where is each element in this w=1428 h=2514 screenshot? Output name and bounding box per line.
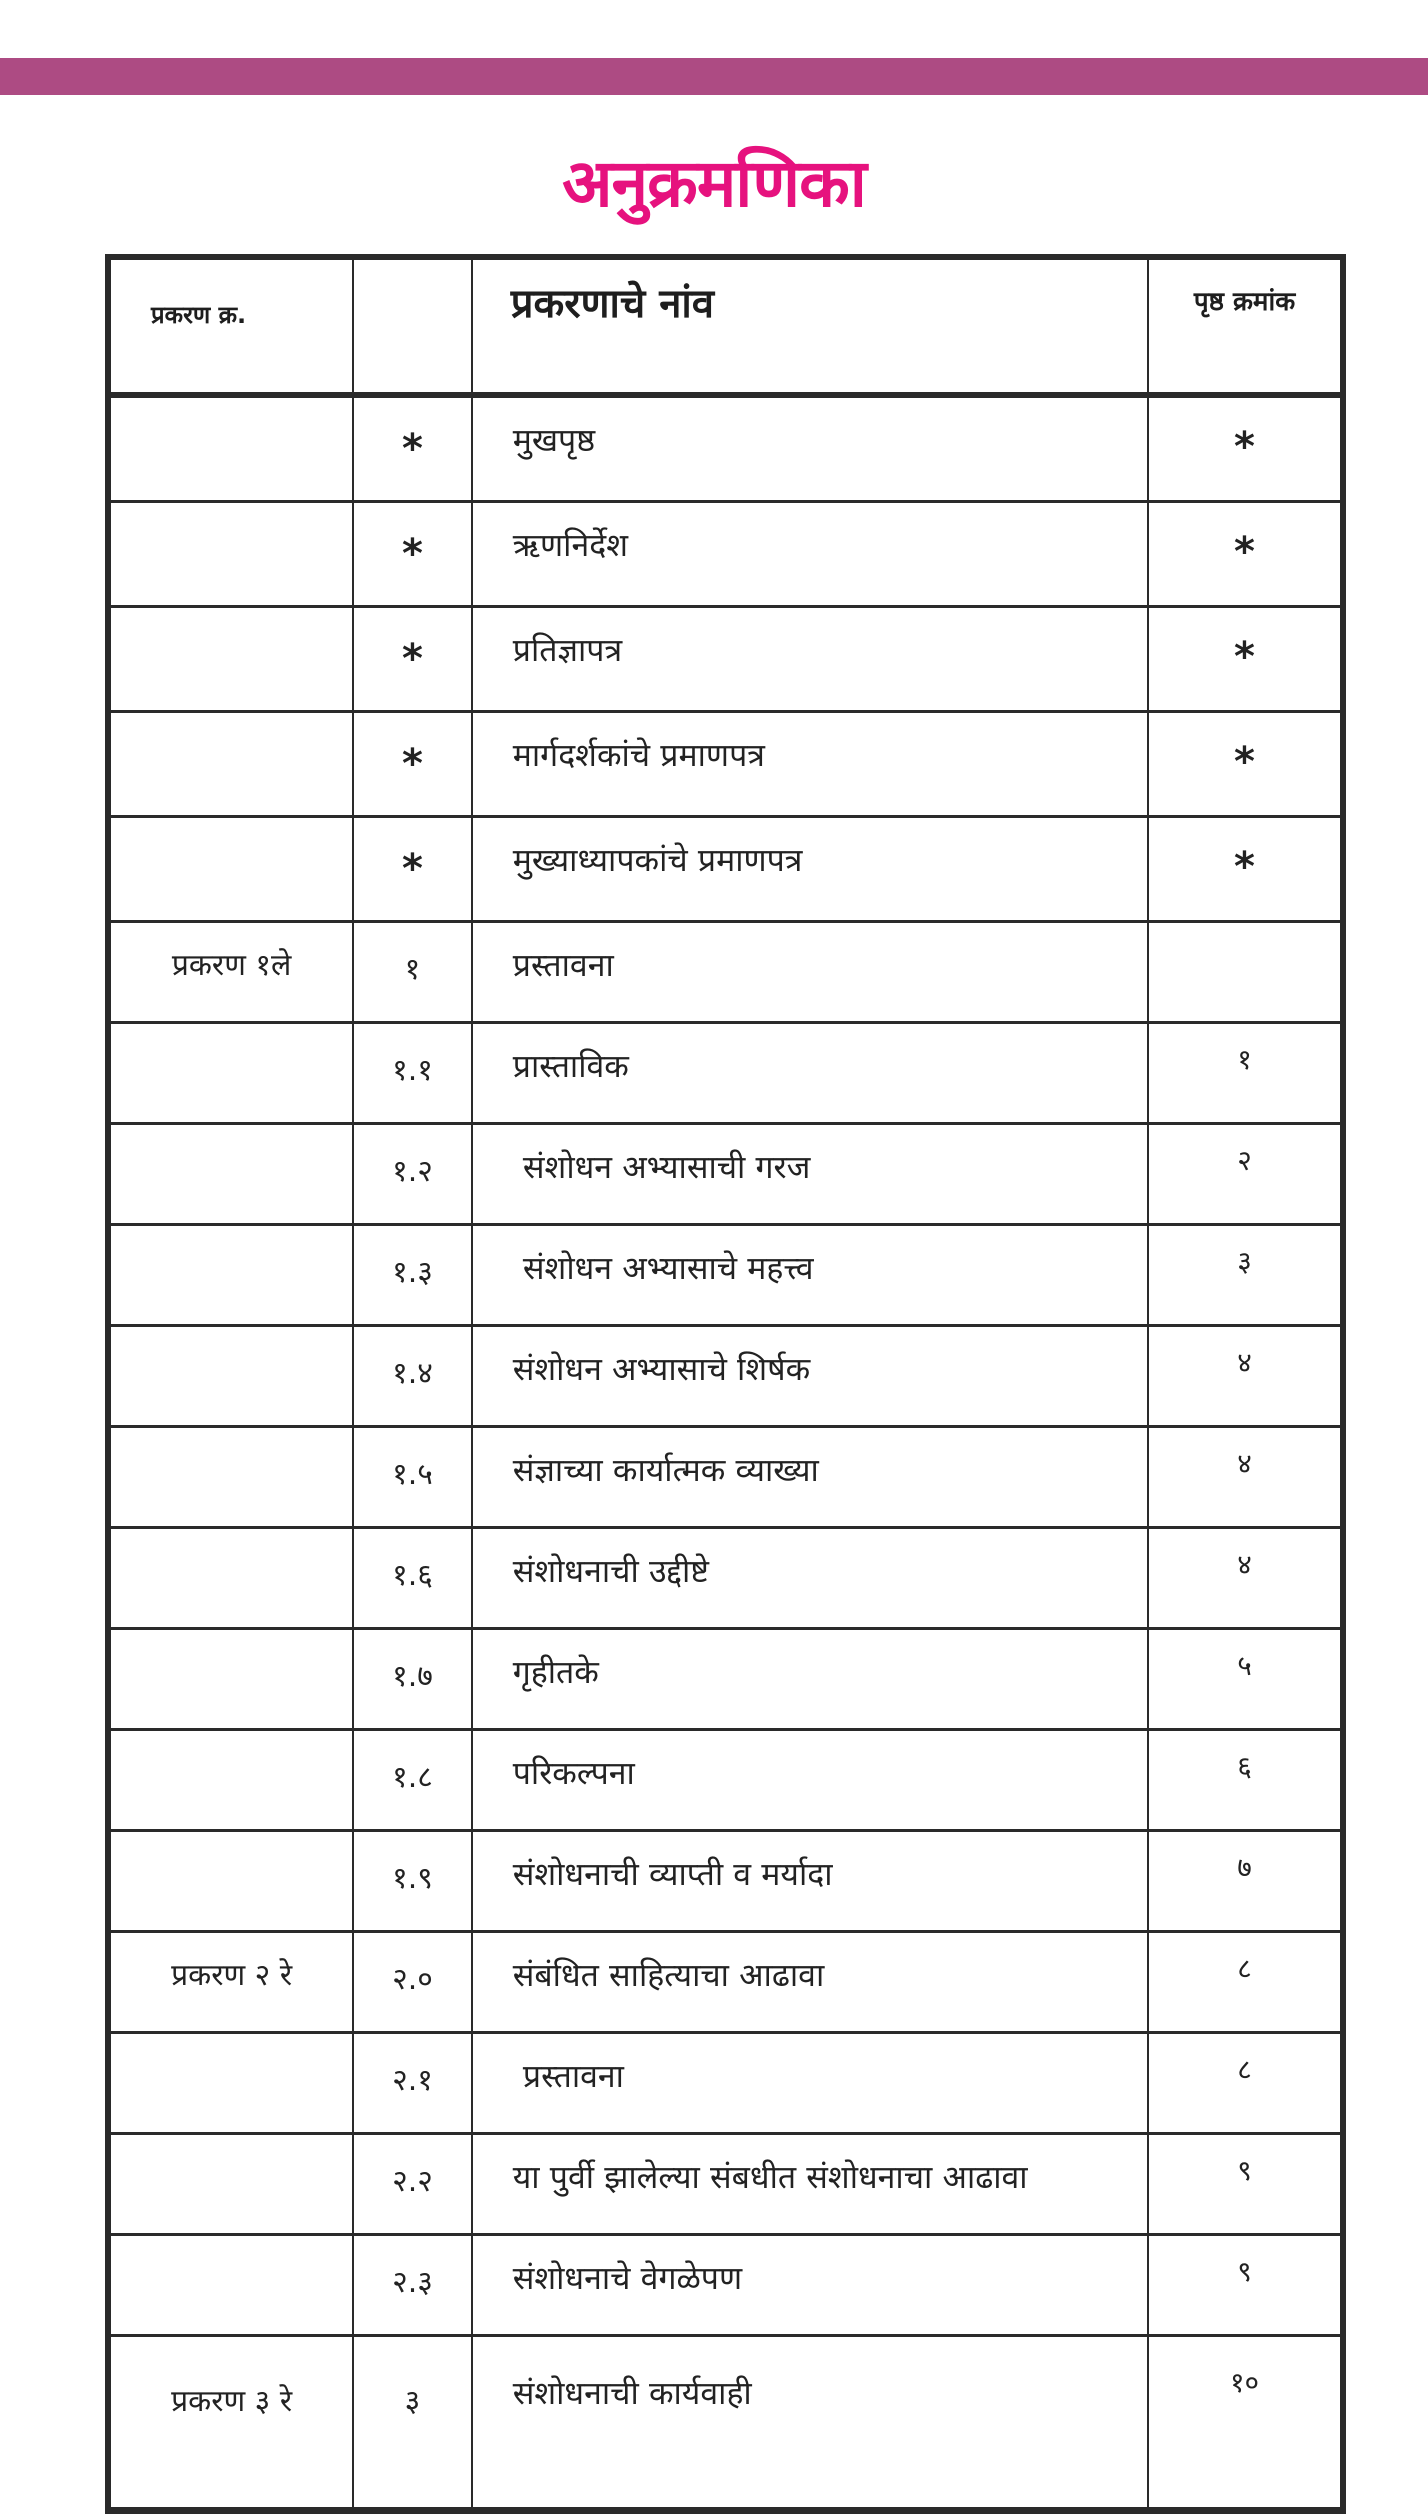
row-chapter-label: [108, 817, 353, 922]
table-body: [108, 395, 1343, 2511]
asterisk-placeholder: *: [1148, 502, 1343, 607]
row-chapter-label: [108, 502, 353, 607]
row-page-number: ७: [1148, 1831, 1343, 1932]
row-chapter-label: [108, 1831, 353, 1932]
asterisk-placeholder: *: [1148, 712, 1343, 817]
row-title: संशोधन अभ्यासाची गरज: [472, 1124, 1148, 1225]
row-title: संशोधन अभ्यासाचे महत्त्व: [472, 1225, 1148, 1326]
row-chapter-label: [108, 1023, 353, 1124]
row-chapter-label: [108, 1124, 353, 1225]
row-chapter-label: [108, 1225, 353, 1326]
table-row: [108, 1932, 1343, 2033]
asterisk-placeholder: *: [1148, 395, 1343, 502]
row-section-number: १.३: [353, 1225, 472, 1326]
row-title: गृहीतके: [472, 1629, 1148, 1730]
row-section-number: १: [353, 922, 472, 1023]
row-chapter-label: [108, 395, 353, 502]
row-title: संशोधनाची उद्दीष्टे: [472, 1528, 1148, 1629]
asterisk-placeholder: *: [353, 712, 472, 817]
row-title: प्रस्तावना: [472, 922, 1148, 1023]
asterisk-placeholder: *: [353, 817, 472, 922]
row-section-number: १.४: [353, 1326, 472, 1427]
row-section-number: ३: [353, 2336, 472, 2511]
row-page-number: २: [1148, 1124, 1343, 1225]
table-row: [108, 1427, 1343, 1528]
row-title: मुख्याध्यापकांचे प्रमाणपत्र: [472, 817, 1148, 922]
row-title: संशोधनाची व्याप्ती व मर्यादा: [472, 1831, 1148, 1932]
table-row: [108, 502, 1343, 607]
table-row: [108, 395, 1343, 502]
header-section-number: [353, 257, 472, 395]
table-of-contents: [105, 254, 1346, 2514]
asterisk-placeholder: *: [353, 395, 472, 502]
row-page-number: ४: [1148, 1528, 1343, 1629]
row-title: प्रतिज्ञापत्र: [472, 607, 1148, 712]
row-section-number: १.६: [353, 1528, 472, 1629]
row-title: या पुर्वी झालेल्या संबधीत संशोधनाचा आढावा: [472, 2134, 1148, 2235]
row-section-number: १.५: [353, 1427, 472, 1528]
table-row: [108, 2235, 1343, 2336]
asterisk-placeholder: *: [353, 502, 472, 607]
row-page-number: ५: [1148, 1629, 1343, 1730]
header-chapter-number: प्रकरण क्र.: [108, 257, 353, 395]
row-chapter-label: प्रकरण ३ रे: [108, 2336, 353, 2511]
row-chapter-label: [108, 2235, 353, 2336]
row-page-number: ९: [1148, 2134, 1343, 2235]
row-title: संशोधनाचे वेगळेपण: [472, 2235, 1148, 2336]
table-row: [108, 1326, 1343, 1427]
row-page-number: [1148, 922, 1343, 1023]
asterisk-placeholder: *: [353, 607, 472, 712]
table-row: [108, 1629, 1343, 1730]
top-color-bar: [0, 58, 1428, 95]
row-page-number: १०: [1229, 2366, 1260, 2399]
row-title: संशोधन अभ्यासाचे शिर्षक: [472, 1326, 1148, 1427]
row-title: मार्गदर्शकांचे प्रमाणपत्र: [472, 712, 1148, 817]
row-section-number: १.१: [353, 1023, 472, 1124]
table-row: [108, 2336, 1343, 2511]
row-chapter-label: [108, 2134, 353, 2235]
table-row: [108, 922, 1343, 1023]
row-chapter-label: [108, 1629, 353, 1730]
row-section-number: १.८: [353, 1730, 472, 1831]
row-page-number: ८: [1148, 2033, 1343, 2134]
row-page-number: ४: [1148, 1326, 1343, 1427]
row-chapter-label: प्रकरण १ले: [108, 922, 353, 1023]
table-row: [108, 817, 1343, 922]
asterisk-placeholder: *: [1148, 817, 1343, 922]
table-row: [108, 1225, 1343, 1326]
row-title: प्रास्ताविक: [472, 1023, 1148, 1124]
row-section-number: १.९: [353, 1831, 472, 1932]
row-chapter-label: [108, 1326, 353, 1427]
row-title: संज्ञाच्या कार्यात्मक व्याख्या: [472, 1427, 1148, 1528]
row-title: संबंधित साहित्याचा आढावा: [472, 1932, 1148, 2033]
table-row: [108, 1124, 1343, 1225]
table-row: [108, 2033, 1343, 2134]
table-row: [108, 607, 1343, 712]
table-row: [108, 1730, 1343, 1831]
table-row: [108, 1023, 1343, 1124]
header-page-number: पृष्ठ क्रमांक: [1148, 257, 1343, 395]
row-title: मुखपृष्ठ: [472, 395, 1148, 502]
row-chapter-label: [108, 2033, 353, 2134]
row-section-number: १.२: [353, 1124, 472, 1225]
row-page-number: ९: [1148, 2235, 1343, 2336]
row-chapter-label: [108, 1427, 353, 1528]
row-section-number: २.१: [353, 2033, 472, 2134]
row-title: परिकल्पना: [472, 1730, 1148, 1831]
table-row: [108, 1528, 1343, 1629]
table-header-row: [108, 257, 1343, 395]
row-section-number: २.२: [353, 2134, 472, 2235]
row-chapter-label: प्रकरण २ रे: [108, 1932, 353, 2033]
asterisk-placeholder: *: [1148, 607, 1343, 712]
page-title: अनुक्रमणिका: [562, 145, 866, 222]
row-title: प्रस्तावना: [472, 2033, 1148, 2134]
row-page-number: ३: [1148, 1225, 1343, 1326]
header-chapter-name: प्रकरणाचे नांव: [472, 257, 1148, 395]
row-page-number: ८: [1148, 1932, 1343, 2033]
table-row: [108, 1831, 1343, 1932]
row-page-number: ४: [1148, 1427, 1343, 1528]
row-chapter-label: [108, 1730, 353, 1831]
row-page-number: १: [1148, 1023, 1343, 1124]
row-section-number: १.७: [353, 1629, 472, 1730]
row-title: ऋणनिर्देश: [472, 502, 1148, 607]
row-section-number: २.३: [353, 2235, 472, 2336]
row-page-number: ६: [1148, 1730, 1343, 1831]
row-chapter-label: [108, 607, 353, 712]
row-chapter-label: [108, 1528, 353, 1629]
row-section-number: २.०: [353, 1932, 472, 2033]
table-row: [108, 712, 1343, 817]
table-row: [108, 2134, 1343, 2235]
row-chapter-label: [108, 712, 353, 817]
row-title: संशोधनाची कार्यवाही: [472, 2336, 1148, 2511]
